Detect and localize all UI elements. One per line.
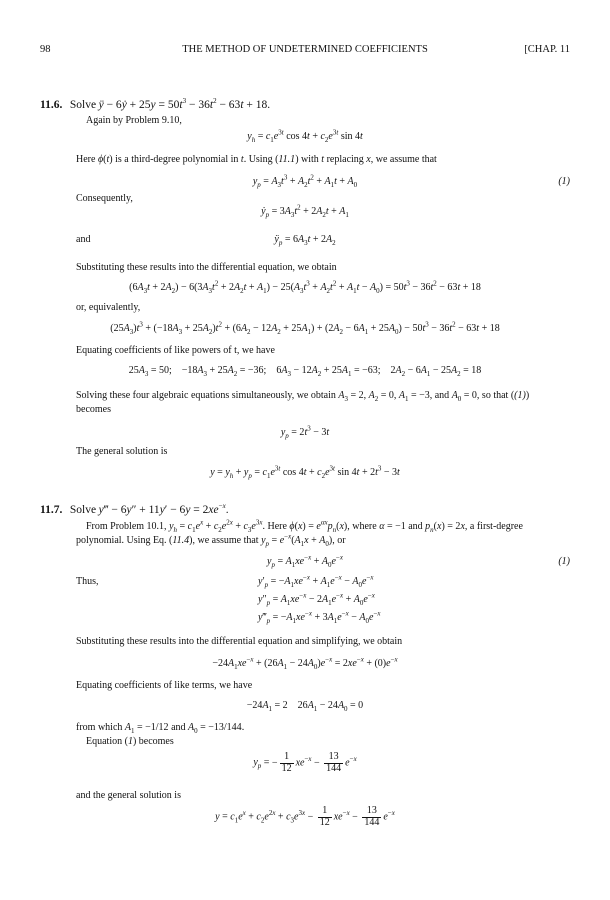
equating-sentence: Equating coefficients of like powers of t, we have	[76, 345, 275, 356]
particular-solution-7: $y_p$ = − $\frac{1}{12}$ $xe^{-x}$ − $\frac{13}{144}$ $e^{-x}$	[253, 751, 357, 774]
polynomial-sentence: polynomial. Using Eq. (11.4), we assume that $y_p = e^{-x}(A_1x + A_0)$, or	[76, 532, 346, 548]
from-which-sentence: from which $A_1 = -1/12$ and $A_0 = -13/144$.	[76, 722, 245, 735]
problem-number: 11.6.	[40, 99, 63, 111]
yp-prime: $y'_p = -A_1xe^{-x} + A_1e^{-x} - A_0e^{-x}$	[258, 573, 374, 589]
general-solution-7: $y = c_1e^x + c_2e^{2x} + c_3e^{3x}$ − $\frac{1}{12}$ $xe^{-x}$ − $\frac{13}{144}$ $e^{-x}$	[215, 805, 395, 828]
again-line: Again by Problem 9.10,	[86, 115, 182, 126]
equation-tag: (1)	[558, 556, 570, 567]
substituting-sentence-7: Substituting these results into the differential equation and simplifying, we obtain	[76, 636, 403, 647]
chapter-label: [CHAP. 11	[524, 44, 570, 55]
general-solution: $y = y_h + y_p = c_1e^{3t}$ $\cos 4t + c_2e^{3t}$ $\sin 4t + 2t^3 - 3t$	[210, 464, 400, 480]
particular-solution: $y_p = 2t^3 - 3t$	[280, 424, 330, 440]
and-label: and	[76, 234, 91, 245]
substituted-equation: $(6A_3t + 2A_2) - 6(3A_3t^2 + 2A_2t + A_1) - 25(A_3t^3 + A_2t^2 + A_1t - A_0) = 50t^3 - 36t^2 - 63t + 18$	[129, 279, 481, 295]
problem-number: 11.7.	[40, 504, 63, 516]
general-solution-label-7: and the general solution is	[76, 790, 181, 801]
general-solution-label: The general solution is	[76, 446, 168, 457]
running-title: THE METHOD OF UNDETERMINED COEFFICIENTS	[182, 44, 428, 55]
simplified-equation: $-24A_1xe^{-x} + (26A_1 - 24A_0)e^{-x} = 2xe^{-x} + (0)e^{-x}$	[212, 655, 398, 671]
collected-equation: $(25A_3)t^3 + (-18A_3 + 25A_2)t^2 + (6A_2 - 12A_2 + 25A_1) + (2A_2 - 6A_1 + 25A_0) - 50t^3 - 36t^2 - 63t + 18$	[110, 320, 500, 336]
equating-sentence-7: Equating coefficients of like terms, we have	[76, 680, 253, 691]
here-sentence: Here ϕ(t) is a third-degree polynomial in t. Using (11.1) with t replacing x, we assume that	[76, 154, 437, 165]
yp-assumption: $y_p = A_3t^3 + A_2t^2 + A_1t + A_0$	[252, 173, 358, 189]
substituting-sentence: Substituting these results into the differential equation, we obtain	[76, 262, 337, 273]
coefficient-equations: $-24A_1 = 2$ $26A_1 - 24A_0 = 0$	[246, 700, 364, 713]
homogeneous-solution: $y_h = c_1e^{3t}$ $\cos 4t + c_2e^{3t}$ sin 4t	[247, 128, 363, 144]
equivalently-label: or, equivalently,	[76, 302, 141, 313]
solving-sentence: Solving these four algebraic equations simultaneously, we obtain $A_3 = 2$, $A_2 = 0$, $A_1 = -3$, and $A_0 = 0$, so that ((1))	[76, 390, 530, 403]
page-number: 98	[40, 44, 51, 55]
problem-11-6-statement: 11.6. Solve ÿ − 6ẏ + $25y = 50t^3 - 36t^2 - 63t + 18$.	[40, 97, 271, 111]
yp-double-prime: $y''_p = A_1xe^{-x} - 2A_1e^{-x} + A_0e^{-x}$	[258, 591, 375, 607]
yp-triple-prime: $y‴_p = -A_1xe^{-x} + 3A_1e^{-x} - A_0e^{-x}$	[258, 609, 381, 625]
coefficient-system: $25A_3 = 50$; $-18A_3 + 25A_2 = -36$; $6A_3 - 12A_2 + 25A_1 = -63$; $2A_2 - 6A_1 - 25A_2 = 18$	[128, 365, 482, 378]
yp-first-derivative: ẏ$_p$ = $3A_3t^2 + 2A_2t + A_1$	[261, 203, 349, 219]
consequently-label: Consequently,	[76, 193, 133, 204]
yp-assumption-7: $y_p = A_1xe^{-x} + A_0e^{-x}$	[267, 553, 343, 569]
equation-tag: (1)	[558, 176, 570, 187]
becomes-label: becomes	[76, 404, 111, 415]
yp-second-derivative: $ÿ_p = 6A_3t + 2A_2$	[274, 234, 336, 247]
equation-becomes: Equation (1) becomes	[86, 736, 174, 747]
from-problem-sentence: From Problem 10.1, $y_h = c_1e^x + c_2e^{2x} + c_3e^{3x}$. Here $\phi(x) = e^{\alpha x}p_n(x)$, where α = −1 and $p_n(x) = 2x$, a first-degree	[86, 518, 523, 534]
thus-label: Thus,	[76, 576, 99, 587]
problem-11-7-statement: 11.7. Solve y‴ − $6y'' + 11y' - 6y = 2xe^{-x}$.	[40, 502, 229, 516]
